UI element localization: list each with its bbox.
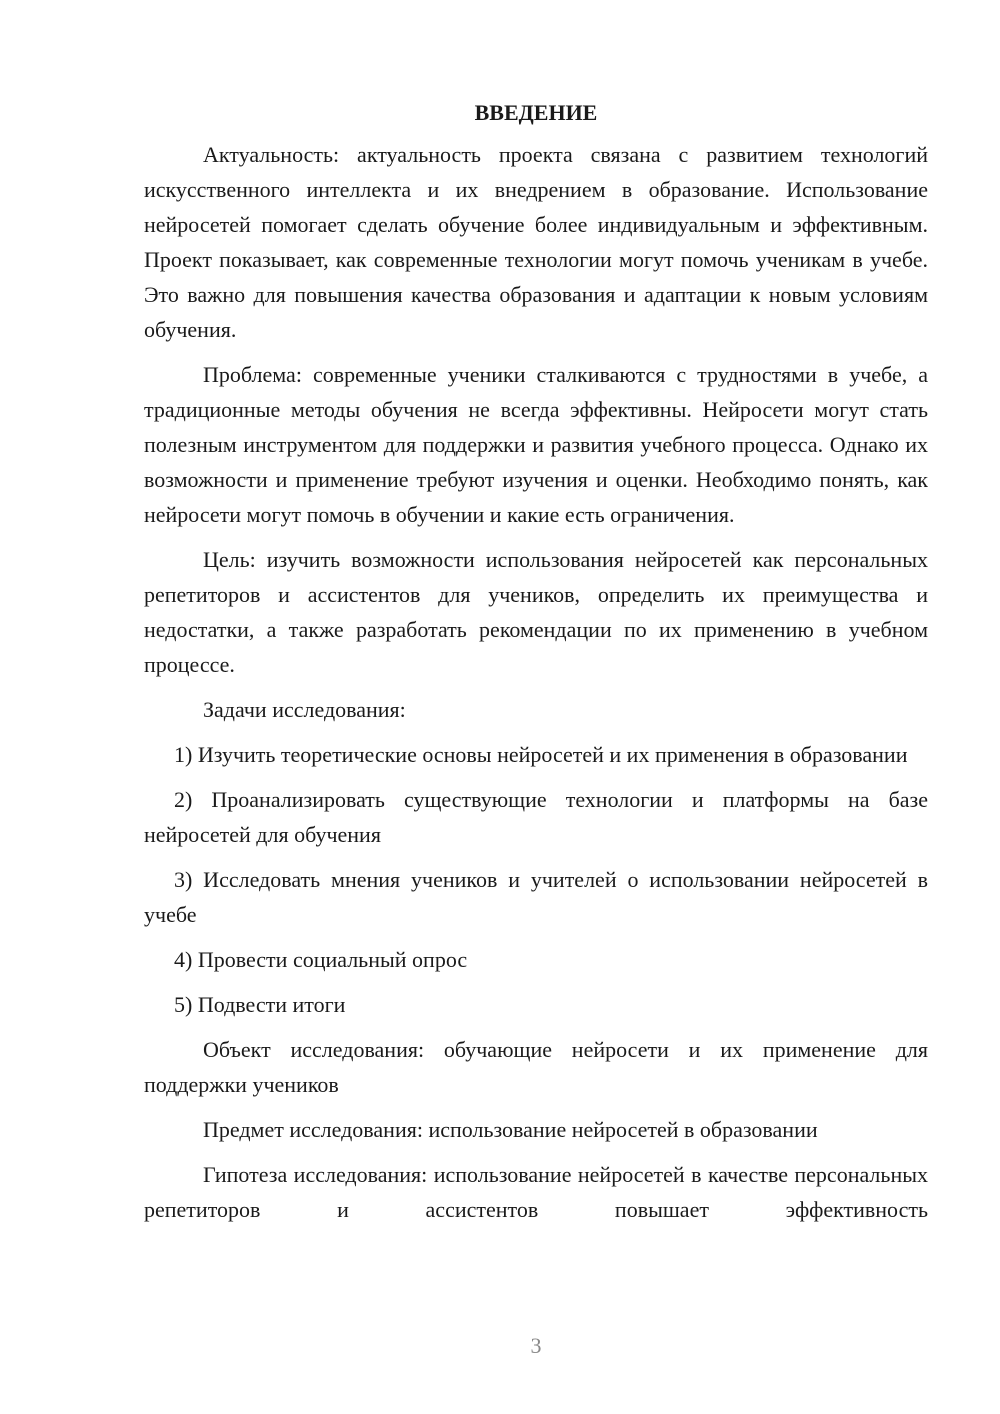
goal-paragraph: Цель: изучить возможности использования нейросетей как персональных репетиторов и ассистентов для учеников, определить их преимущества и недостатки, а также разработать рекомендации по их применению в учебном процессе.: [144, 547, 928, 677]
task-item-3: 3) Исследовать мнения учеников и учителей о использовании нейросетей в учебе: [144, 867, 928, 927]
tasks-heading: Задачи исследования:: [203, 697, 406, 722]
relevance-paragraph: Актуальность: актуальность проекта связана с развитием технологий искусственного интеллекта и их внедрением в образование. Использование нейросетей помогает сделать обучение более индивидуальным и эффективным. Проект показывает, как современные технологии могут помочь ученикам в учебе. Это важно для повышения качества образования и адаптации к новым условиям обучения.: [144, 142, 928, 342]
task-item-4: 4) Провести социальный опрос: [174, 947, 468, 972]
object-paragraph: Объект исследования: обучающие нейросети и их применение для поддержки учеников: [144, 1037, 928, 1097]
section-title: ВВЕДЕНИЕ: [474, 100, 598, 125]
subject-paragraph: Предмет исследования: использование нейросетей в образовании: [203, 1117, 818, 1142]
page-content: [144, 95, 928, 1227]
task-item-5: 5) Подвести итоги: [174, 992, 346, 1017]
task-item-2: 2) Проанализировать существующие технологии и платформы на базе нейросетей для обучения: [144, 787, 928, 847]
page-number: 3: [530, 1333, 542, 1358]
hypothesis-paragraph: Гипотеза исследования: использование нейросетей в качестве персональных репетиторов и ассистентов повышает эффективность: [144, 1162, 928, 1222]
problem-paragraph: Проблема: современные ученики сталкиваются с трудностями в учебе, а традиционные методы обучения не всегда эффективны. Нейросети могут стать полезным инструментом для поддержки и развития учебного процесса. Однако их возможности и применение требуют изучения и оценки. Необходимо понять, как нейросети могут помочь в обучении и какие есть ограничения.: [144, 362, 928, 527]
task-item-1: 1) Изучить теоретические основы нейросетей и их применения в образовании: [174, 742, 908, 767]
